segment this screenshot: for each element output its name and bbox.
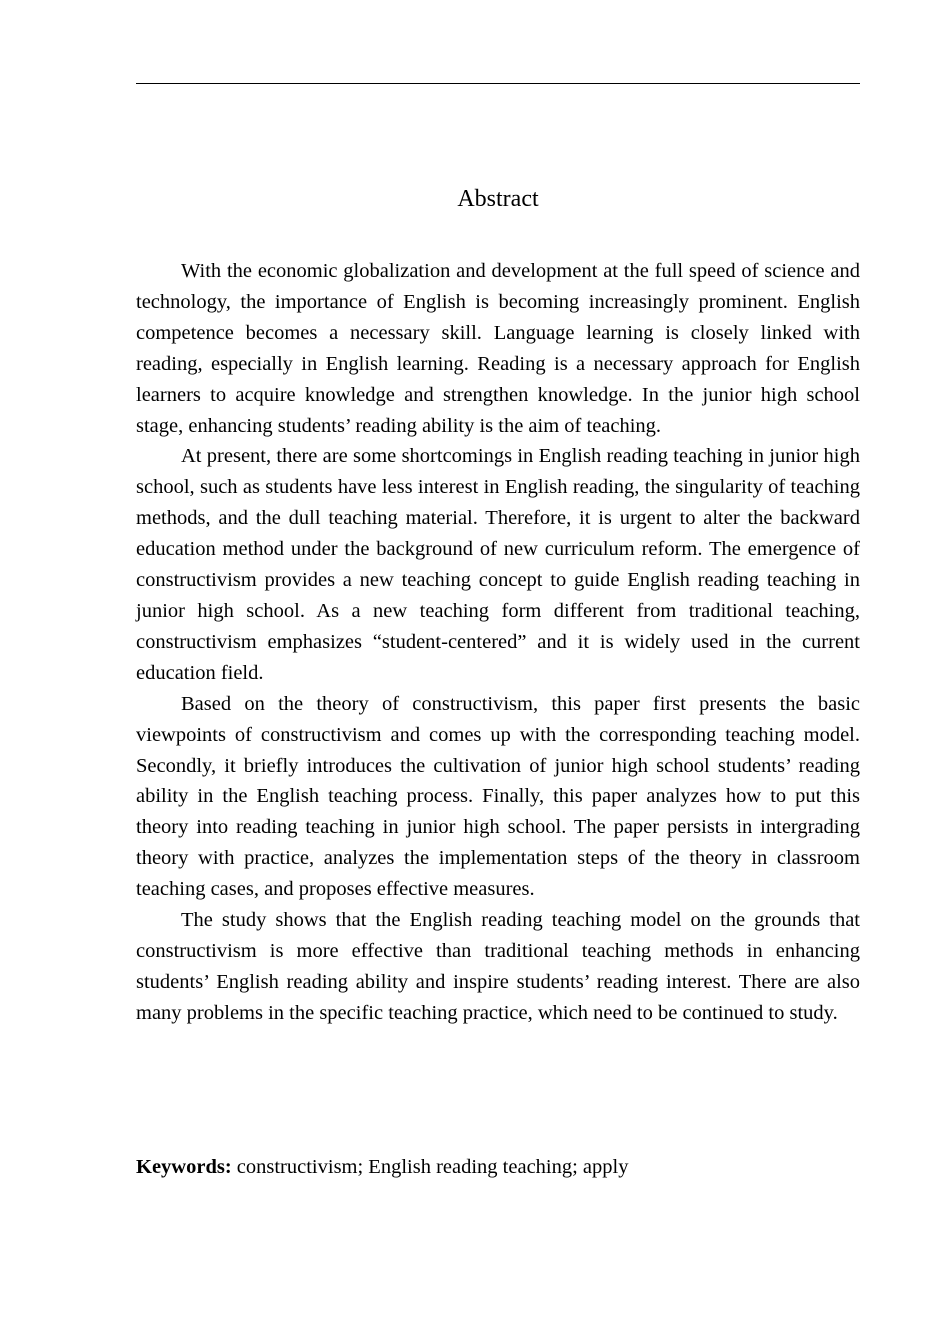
- keywords-text: constructivism; English reading teaching; apply: [231, 1156, 629, 1178]
- abstract-paragraph-3: Based on the theory of constructivism, this paper first presents the basic viewpoints of constructivism and comes up with the corresponding teaching model. Secondly, it briefly introduces the cultivation of junior high school students’ reading ability in the English teaching process. Finally, this paper analyzes how to put this theory into reading teaching in junior high school. The paper persists in intergrading theory with practice, analyzes the implementation steps of the theory in classroom teaching cases, and proposes effective measures.: [136, 692, 860, 901]
- keywords-label: Keywords:: [136, 1156, 232, 1178]
- keywords-line: [136, 1152, 860, 1183]
- abstract-body: [136, 256, 860, 1029]
- abstract-paragraph-1: With the economic globalization and development at the full speed of science and technology, the importance of English is becoming increasingly prominent. English competence becomes a necessary skill. Language learning is closely linked with reading, especially in English learning. Reading is a necessary approach for English learners to acquire knowledge and strengthen knowledge. In the junior high school stage, enhancing students’ reading ability is the aim of teaching.: [136, 260, 860, 437]
- abstract-title: Abstract: [457, 186, 539, 212]
- abstract-paragraph-4: The study shows that the English reading teaching model on the grounds that constructivism is more effective than traditional teaching methods in enhancing students’ English reading ability and inspire students’ reading interest. There are also many problems in the specific teaching practice, which need to be continued to study.: [136, 909, 860, 1024]
- abstract-paragraph-2: At present, there are some shortcomings in English reading teaching in junior high school, such as students have less interest in English reading, the singularity of teaching methods, and the dull teaching material. Therefore, it is urgent to alter the backward education method under the background of new curriculum reform. The emergence of constructivism provides a new teaching concept to guide English reading teaching in junior high school. As a new teaching form different from traditional teaching, constructivism emphasizes “student-centered” and it is widely used in the current education field.: [136, 445, 860, 684]
- header-rule: [136, 83, 860, 84]
